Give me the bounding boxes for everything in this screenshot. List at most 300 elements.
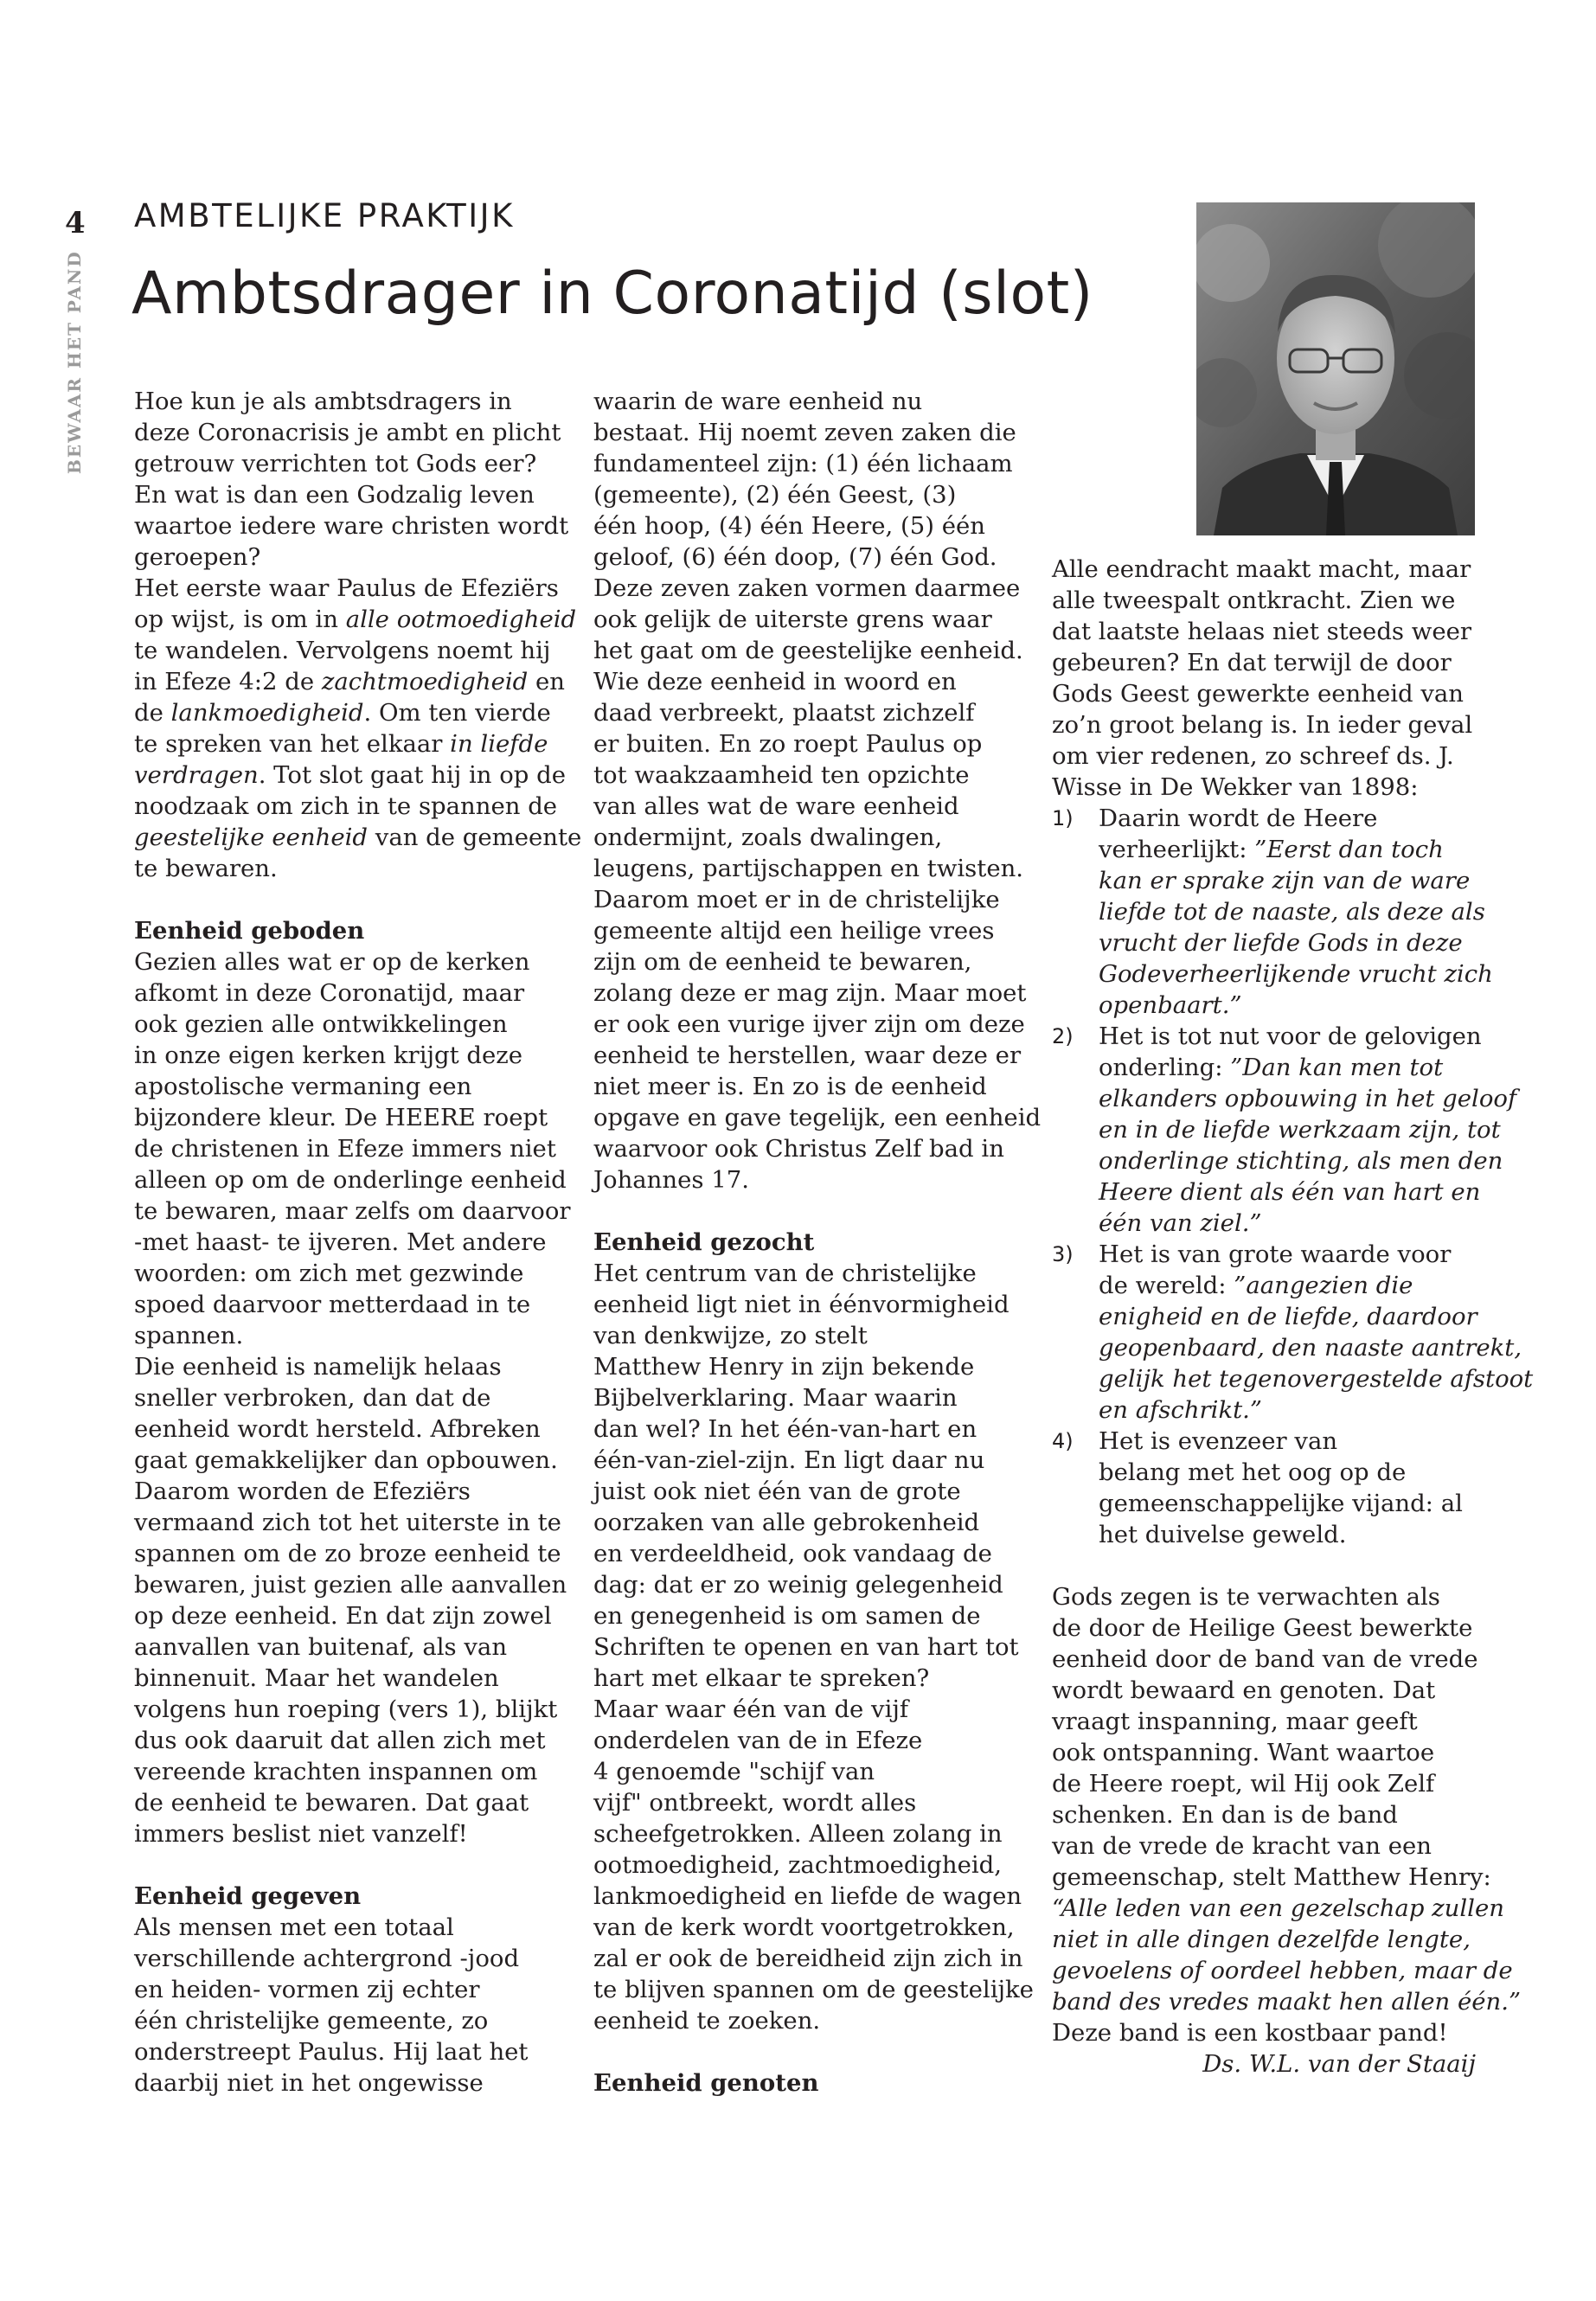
line-text: van alles wat de ware eenheid: [593, 792, 959, 820]
text-line: [593, 1694, 1041, 1725]
text-line: [134, 1040, 581, 1071]
text-line: [134, 1538, 581, 1569]
text-line: [134, 2067, 581, 2099]
line-emphasis: zachtmoedigheid: [321, 668, 529, 695]
line-text: in Efeze 4:2 de: [134, 668, 322, 695]
line-text: belang met het oog op de: [1099, 1458, 1407, 1486]
line-emphasis: Heere dient als één van hart en: [1099, 1178, 1481, 1206]
line-text: gemeenschap, stelt Matthew Henry:: [1052, 1863, 1491, 1891]
text-line: [593, 604, 1041, 635]
text-line: [1099, 1426, 1533, 1457]
text-line: [1052, 1955, 1533, 1986]
text-line: [134, 510, 581, 542]
line-text: eenheid door de band van de vrede: [1052, 1645, 1478, 1673]
line-text: ootmoedigheid, zachtmoedigheid,: [593, 1851, 1003, 1879]
text-line: [1052, 1706, 1533, 1737]
paragraph: [1052, 1581, 1533, 2048]
text-line: [134, 2005, 581, 2036]
text-line: [593, 1787, 1041, 1818]
line-text: te blijven spannen om de geestelijke: [593, 1976, 1034, 2003]
text-line: [1052, 647, 1533, 678]
line-text: op deze eenheid. En dat zijn zowel: [134, 1602, 552, 1630]
text-line: [134, 1071, 581, 1102]
line-text: op wijst, is om in: [134, 606, 346, 633]
section-kicker: AMBTELIJKE PRAKTIJK: [134, 197, 515, 234]
text-line: [1099, 1145, 1533, 1176]
text-line: [593, 1102, 1041, 1133]
subheading: Eenheid gegeven: [134, 1882, 362, 1910]
text-line: [134, 1507, 581, 1538]
line-text: te spreken van het elkaar: [134, 730, 451, 758]
article-column-3: [1052, 554, 1533, 2080]
text-line: [593, 1849, 1041, 1881]
line-text: daarbij niet in het ongewisse: [134, 2069, 484, 2097]
text-line: [593, 1320, 1041, 1351]
line-text: Het eerste waar Paulus de Efeziërs: [134, 574, 559, 602]
line-text: alleen op om de onderlinge eenheid: [134, 1166, 567, 1194]
page-number: 4: [65, 206, 86, 240]
line-text: sneller verbroken, dan dat de: [134, 1384, 491, 1412]
line-text: waarin de ware eenheid nu: [593, 388, 923, 415]
text-line: [593, 479, 1041, 510]
line-emphasis: geopenbaard, den naaste aantrekt,: [1099, 1334, 1522, 1362]
text-line: [134, 1974, 581, 2005]
line-text: hart met elkaar te spreken?: [593, 1664, 930, 1692]
text-line: [134, 760, 581, 791]
line-text: Die eenheid is namelijk helaas: [134, 1353, 502, 1381]
text-line: [593, 1040, 1041, 1071]
text-line: [593, 542, 1041, 573]
line-text: immers beslist niet vanzelf!: [134, 1820, 468, 1848]
line-text: er buiten. En zo roept Paulus op: [593, 730, 983, 758]
line-emphasis: liefde tot de naaste, als deze als: [1099, 898, 1485, 926]
line-text: de: [134, 699, 171, 727]
line-text: te wandelen. Vervolgens noemt hij: [134, 637, 551, 664]
line-emphasis: ”aangezien die: [1234, 1272, 1413, 1299]
line-text: Matthew Henry in zijn bekende: [593, 1353, 975, 1381]
text-line: [593, 760, 1041, 791]
text-line: [593, 1663, 1041, 1694]
text-line: [1099, 1021, 1533, 1052]
text-line: [134, 1102, 581, 1133]
item-number: 3): [1052, 1242, 1074, 1266]
text-line: [1099, 1457, 1533, 1488]
text-line: [134, 1164, 581, 1195]
line-text: spoed daarvoor metterdaad in te: [134, 1291, 531, 1318]
text-line: [593, 1289, 1041, 1320]
text-line: [593, 510, 1041, 542]
text-line: [134, 479, 581, 510]
line-text: schenken. En dan is de band: [1052, 1801, 1398, 1829]
line-text: zal er ook de bereidheid zijn zich in: [593, 1945, 1023, 1972]
line-text: één christelijke gemeente, zo: [134, 2007, 489, 2035]
text-line: [134, 666, 581, 697]
line-text: Het is tot nut voor de gelovigen: [1099, 1022, 1482, 1050]
text-line: [593, 1351, 1041, 1382]
subheading: Eenheid gezocht: [593, 1228, 815, 1256]
author-portrait-photo: [1196, 202, 1475, 535]
line-text: de door de Heilige Geest bewerkte: [1052, 1614, 1473, 1642]
line-text: geloof, (6) één doop, (7) één God.: [593, 543, 997, 571]
text-line: [1099, 1052, 1533, 1083]
line-emphasis: ”Dan kan men tot: [1230, 1054, 1444, 1081]
text-line: [593, 1413, 1041, 1445]
text-line: [593, 791, 1041, 822]
text-line: [134, 1227, 581, 1258]
line-text: Het is van grote waarde voor: [1099, 1240, 1452, 1268]
text-line: [134, 1133, 581, 1164]
line-emphasis: en afschrikt.”: [1099, 1396, 1262, 1424]
line-text: tot waakzaamheid ten opzichte: [593, 761, 970, 789]
text-line: [1052, 616, 1533, 647]
line-text: dag: dat er zo weinig gelegenheid: [593, 1571, 1003, 1599]
line-text: en verdeeldheid, ook vandaag de: [593, 1540, 992, 1567]
line-text: het duivelse geweld.: [1099, 1521, 1347, 1548]
line-emphasis: openbaart.”: [1099, 991, 1242, 1019]
text-line: [593, 417, 1041, 448]
line-text: En wat is dan een Godzalig leven: [134, 481, 535, 509]
line-text: niet meer is. En zo is de eenheid: [593, 1073, 987, 1100]
paragraph: [134, 1351, 581, 1849]
line-text: zo’n groot belang is. In ieder geval: [1052, 711, 1473, 739]
text-line: [593, 1133, 1041, 1164]
subheading: Eenheid genoten: [593, 2069, 819, 2097]
text-line: [1099, 1519, 1533, 1550]
text-line: [1052, 772, 1533, 803]
line-text-after: . Om ten vierde: [363, 699, 551, 727]
text-line: [134, 697, 581, 728]
line-text: ook gezien alle ontwikkelingen: [134, 1010, 508, 1038]
text-line: [593, 915, 1041, 946]
text-line: [1099, 1176, 1533, 1208]
line-text: Johannes 17.: [593, 1166, 749, 1194]
text-line: [134, 2036, 581, 2067]
line-text: één-van-ziel-zijn. En ligt daar nu: [593, 1446, 985, 1474]
text-line: [1099, 1488, 1533, 1519]
text-line: [593, 1600, 1041, 1631]
text-line: [1099, 1270, 1533, 1301]
line-text: woorden: om zich met gezwinde: [134, 1259, 524, 1287]
paragraph: [134, 573, 581, 884]
line-text: en genegenheid is om samen de: [593, 1602, 981, 1630]
line-text: bestaat. Hij noemt zeven zaken die: [593, 419, 1016, 446]
text-line: [1099, 927, 1533, 958]
running-side-label: BEWAAR HET PAND: [64, 250, 85, 474]
text-line: [1099, 834, 1533, 865]
line-text: eenheid wordt hersteld. Afbreken: [134, 1415, 541, 1443]
text-line: [593, 1071, 1041, 1102]
line-emphasis: verdragen: [134, 761, 259, 789]
text-line: [1099, 1239, 1533, 1270]
line-text: te bewaren.: [134, 855, 278, 882]
paragraph-gap: [593, 2036, 1041, 2067]
line-text: Schriften te openen en van hart tot: [593, 1633, 1019, 1661]
text-line: [134, 448, 581, 479]
line-text: eenheid te zoeken.: [593, 2007, 821, 2035]
text-line: [134, 1413, 581, 1445]
text-line: [134, 1569, 581, 1600]
text-line: [134, 977, 581, 1009]
text-line: [134, 1818, 581, 1849]
text-line: [134, 1787, 581, 1818]
text-line: [1099, 958, 1533, 990]
line-text: Als mensen met een totaal: [134, 1913, 454, 1941]
line-emphasis: geestelijke eenheid: [134, 824, 369, 851]
line-text: getrouw verrichten tot Gods eer?: [134, 450, 537, 478]
line-text: één hoop, (4) één Heere, (5) één: [593, 512, 985, 540]
line-text: volgens hun roeping (vers 1), blijkt: [134, 1695, 558, 1723]
text-line: [593, 1009, 1041, 1040]
text-line: [134, 604, 581, 635]
line-emphasis: één van ziel.”: [1099, 1209, 1262, 1237]
line-text: Bijbelverklaring. Maar waarin: [593, 1384, 958, 1412]
text-line: [1052, 1893, 1533, 1924]
text-line: [593, 1507, 1041, 1538]
line-text: onderling:: [1099, 1054, 1231, 1081]
line-text: ook ontspanning. Want waartoe: [1052, 1739, 1435, 1766]
line-emphasis: gevoelens of oordeel hebben, maar de: [1052, 1957, 1513, 1984]
line-text: de christenen in Efeze immers niet: [134, 1135, 556, 1163]
text-line: [1052, 1768, 1533, 1799]
item-number: 1): [1052, 806, 1074, 830]
text-line: [1099, 1114, 1533, 1145]
article-column-1: [134, 386, 581, 2099]
line-text: gaat gemakkelijker dan opbouwen.: [134, 1446, 558, 1474]
text-line: [134, 1912, 581, 1943]
line-emphasis: band des vredes maakt hen allen één.”: [1052, 1988, 1522, 2016]
line-text: dan wel? In het één-van-hart en: [593, 1415, 977, 1443]
line-text: onderstreept Paulus. Hij laat het: [134, 2038, 529, 2066]
line-text: (gemeente), (2) één Geest, (3): [593, 481, 957, 509]
line-text-after: en: [528, 668, 565, 695]
paragraph-gap: [593, 1195, 1041, 1227]
line-text: apostolische vermaning een: [134, 1073, 472, 1100]
text-line: [593, 1445, 1041, 1476]
line-text: Daarin wordt de Heere: [1099, 804, 1378, 832]
line-text: geroepen?: [134, 543, 261, 571]
line-text: bewaren, juist gezien alle aanvallen: [134, 1571, 567, 1599]
text-line: [593, 884, 1041, 915]
text-line: [134, 1445, 581, 1476]
text-line: [593, 853, 1041, 884]
text-line: [593, 1538, 1041, 1569]
line-text: ondermijnt, zoals dwalingen,: [593, 824, 943, 851]
line-emphasis: ”Eerst dan toch: [1254, 836, 1444, 863]
line-text-after: . Tot slot gaat hij in op de: [258, 761, 566, 789]
text-line: [593, 386, 1041, 417]
line-emphasis: in liefde: [450, 730, 548, 758]
text-line: [134, 635, 581, 666]
line-text: de Heere roept, wil Hij ook Zelf: [1052, 1770, 1435, 1798]
line-text: spannen.: [134, 1322, 244, 1349]
line-text: onderdelen van de in Efeze: [593, 1727, 923, 1754]
line-emphasis: “Alle leden van een gezelschap zullen: [1052, 1894, 1504, 1922]
line-text: scheefgetrokken. Alleen zolang in: [593, 1820, 1003, 1848]
text-line: [593, 635, 1041, 666]
line-text: te bewaren, maar zelfs om daarvoor: [134, 1197, 571, 1225]
text-line: [1099, 1301, 1533, 1332]
text-line: [1052, 585, 1533, 616]
line-text: verschillende achtergrond -jood: [134, 1945, 520, 1972]
text-line: [593, 822, 1041, 853]
line-text: Gods Geest gewerkte eenheid van: [1052, 680, 1464, 708]
paragraph-gap: [134, 884, 581, 915]
line-text: en heiden- vormen zij echter: [134, 1976, 480, 2003]
line-text: juist ook niet één van de grote: [593, 1477, 961, 1505]
item-number: 2): [1052, 1024, 1074, 1048]
paragraph: [593, 1258, 1041, 1694]
text-line: [593, 1756, 1041, 1787]
text-line: [134, 728, 581, 760]
line-text: noodzaak om zich in te spannen de: [134, 792, 558, 820]
line-emphasis: alle ootmoedigheid: [345, 606, 577, 633]
line-text: vermaand zich tot het uiterste in te: [134, 1509, 561, 1536]
text-line: [134, 1663, 581, 1694]
text-line: [1052, 554, 1533, 585]
line-text: verheerlijkt:: [1099, 836, 1255, 863]
line-text: zijn om de eenheid te bewaren,: [593, 948, 972, 976]
paragraph: [134, 946, 581, 1351]
text-line: [1052, 1737, 1533, 1768]
line-text: gebeuren? En dat terwijl de door: [1052, 649, 1452, 676]
line-text: Daarom worden de Efeziërs: [134, 1477, 471, 1505]
text-line: [134, 853, 581, 884]
line-text-after: van de gemeente: [368, 824, 582, 851]
text-line: [593, 448, 1041, 479]
text-line: [1052, 2017, 1533, 2048]
numbered-item: [1052, 1426, 1533, 1550]
line-text: eenheid ligt niet in éénvormigheid: [593, 1291, 1010, 1318]
line-emphasis: lankmoedigheid: [170, 699, 364, 727]
text-line: [134, 1600, 581, 1631]
line-emphasis: niet in alle dingen dezelfde lengte,: [1052, 1926, 1471, 1953]
line-text: Hoe kun je als ambtsdragers in: [134, 388, 512, 415]
text-line: [593, 573, 1041, 604]
text-line: [1099, 896, 1533, 927]
line-text: -met haast- te ijveren. Met andere: [134, 1228, 547, 1256]
text-line: [593, 1476, 1041, 1507]
paragraph: [593, 386, 1041, 1195]
text-line: [134, 822, 581, 853]
text-line: [593, 1818, 1041, 1849]
item-number: 4): [1052, 1429, 1074, 1453]
text-line: [134, 1351, 581, 1382]
line-text: vraagt inspanning, maar geeft: [1052, 1708, 1418, 1735]
text-line: [593, 666, 1041, 697]
line-text: Deze zeven zaken vormen daarmee: [593, 574, 1021, 602]
line-text: het gaat om de geestelijke eenheid.: [593, 637, 1023, 664]
line-text: Wisse in De Wekker van 1898:: [1052, 773, 1419, 801]
line-emphasis: elkanders opbouwing in het geloof: [1099, 1085, 1517, 1112]
line-text: om vier redenen, zo schreef ds. J.: [1052, 742, 1454, 770]
text-line: [1052, 1924, 1533, 1955]
text-line: [593, 977, 1041, 1009]
text-line: [1099, 1208, 1533, 1239]
line-text: Deze band is een kostbaar pand!: [1052, 2019, 1448, 2047]
line-text: oorzaken van alle gebrokenheid: [593, 1509, 980, 1536]
text-line: [1052, 1581, 1533, 1612]
line-text: er ook een vurige ijver zijn om deze: [593, 1010, 1025, 1038]
line-text: vijf" ontbreekt, wordt alles: [593, 1789, 917, 1817]
paragraph: [134, 1912, 581, 2099]
line-text: Wie deze eenheid in woord en: [593, 668, 957, 695]
paragraph: [134, 386, 581, 573]
line-text: waartoe iedere ware christen wordt: [134, 512, 569, 540]
article-headline: Ambtsdrager in Coronatijd (slot): [131, 260, 1093, 328]
text-line: [134, 573, 581, 604]
line-emphasis: en in de liefde werkzaam zijn, tot: [1099, 1116, 1501, 1144]
article-column-2: [593, 386, 1041, 2099]
text-line: [1052, 1986, 1533, 2017]
line-text: Het centrum van de christelijke: [593, 1259, 977, 1287]
line-emphasis: enigheid en de liefde, daardoor: [1099, 1303, 1477, 1330]
text-line: [134, 1320, 581, 1351]
text-line: [1099, 1083, 1533, 1114]
line-text: binnenuit. Maar het wandelen: [134, 1664, 499, 1692]
text-line: [1099, 865, 1533, 896]
text-line: [593, 1943, 1041, 1974]
text-line: [134, 791, 581, 822]
numbered-item: [1052, 1021, 1533, 1239]
text-line: [1099, 1363, 1533, 1394]
line-text: fundamenteel zijn: (1) één lichaam: [593, 450, 1013, 478]
line-emphasis: onderlinge stichting, als men den: [1099, 1147, 1503, 1175]
line-text: van denkwijze, zo stelt: [593, 1322, 868, 1349]
text-line: [593, 1725, 1041, 1756]
line-text: lankmoedigheid en liefde de wagen: [593, 1882, 1022, 1910]
text-line: [134, 1943, 581, 1974]
line-emphasis: kan er sprake zijn van de ware: [1099, 867, 1471, 894]
text-line: [134, 1258, 581, 1289]
line-text: daad verbreekt, plaatst zichzelf: [593, 699, 975, 727]
text-line: [134, 1476, 581, 1507]
line-text: waarvoor ook Christus Zelf bad in: [593, 1135, 1004, 1163]
text-line: [1052, 1862, 1533, 1893]
line-text: van de kerk wordt voortgetrokken,: [593, 1913, 1015, 1941]
text-line: [593, 1164, 1041, 1195]
line-text: gemeente altijd een heilige vrees: [593, 917, 995, 945]
text-line: [593, 697, 1041, 728]
text-line: [134, 1631, 581, 1663]
text-line: [1052, 1675, 1533, 1706]
text-line: [1052, 1830, 1533, 1862]
numbered-item: [1052, 803, 1533, 1021]
text-line: [1052, 740, 1533, 772]
line-text: afkomt in deze Coronatijd, maar: [134, 979, 525, 1007]
line-text: leugens, partijschappen en twisten.: [593, 855, 1024, 882]
text-line: [1099, 990, 1533, 1021]
text-line: [1052, 678, 1533, 709]
text-line: [134, 1756, 581, 1787]
text-line: [134, 1694, 581, 1725]
text-line: [134, 542, 581, 573]
text-line: [593, 1912, 1041, 1943]
line-text: Alle eendracht maakt macht, maar: [1052, 555, 1471, 583]
line-text: Daarom moet er in de christelijke: [593, 886, 1000, 913]
text-line: [593, 946, 1041, 977]
text-line: [593, 1881, 1041, 1912]
text-line: [593, 728, 1041, 760]
subheading: Eenheid geboden: [134, 917, 365, 945]
paragraph: [1052, 554, 1533, 803]
text-line: [134, 386, 581, 417]
line-text: alle tweespalt ontkracht. Zien we: [1052, 586, 1456, 614]
line-text: van de vrede de kracht van een: [1052, 1832, 1432, 1860]
line-text: vereende krachten inspannen om: [134, 1758, 538, 1785]
line-text: deze Coronacrisis je ambt en plicht: [134, 419, 561, 446]
line-text: Het is evenzeer van: [1099, 1427, 1338, 1455]
text-line: [593, 1382, 1041, 1413]
